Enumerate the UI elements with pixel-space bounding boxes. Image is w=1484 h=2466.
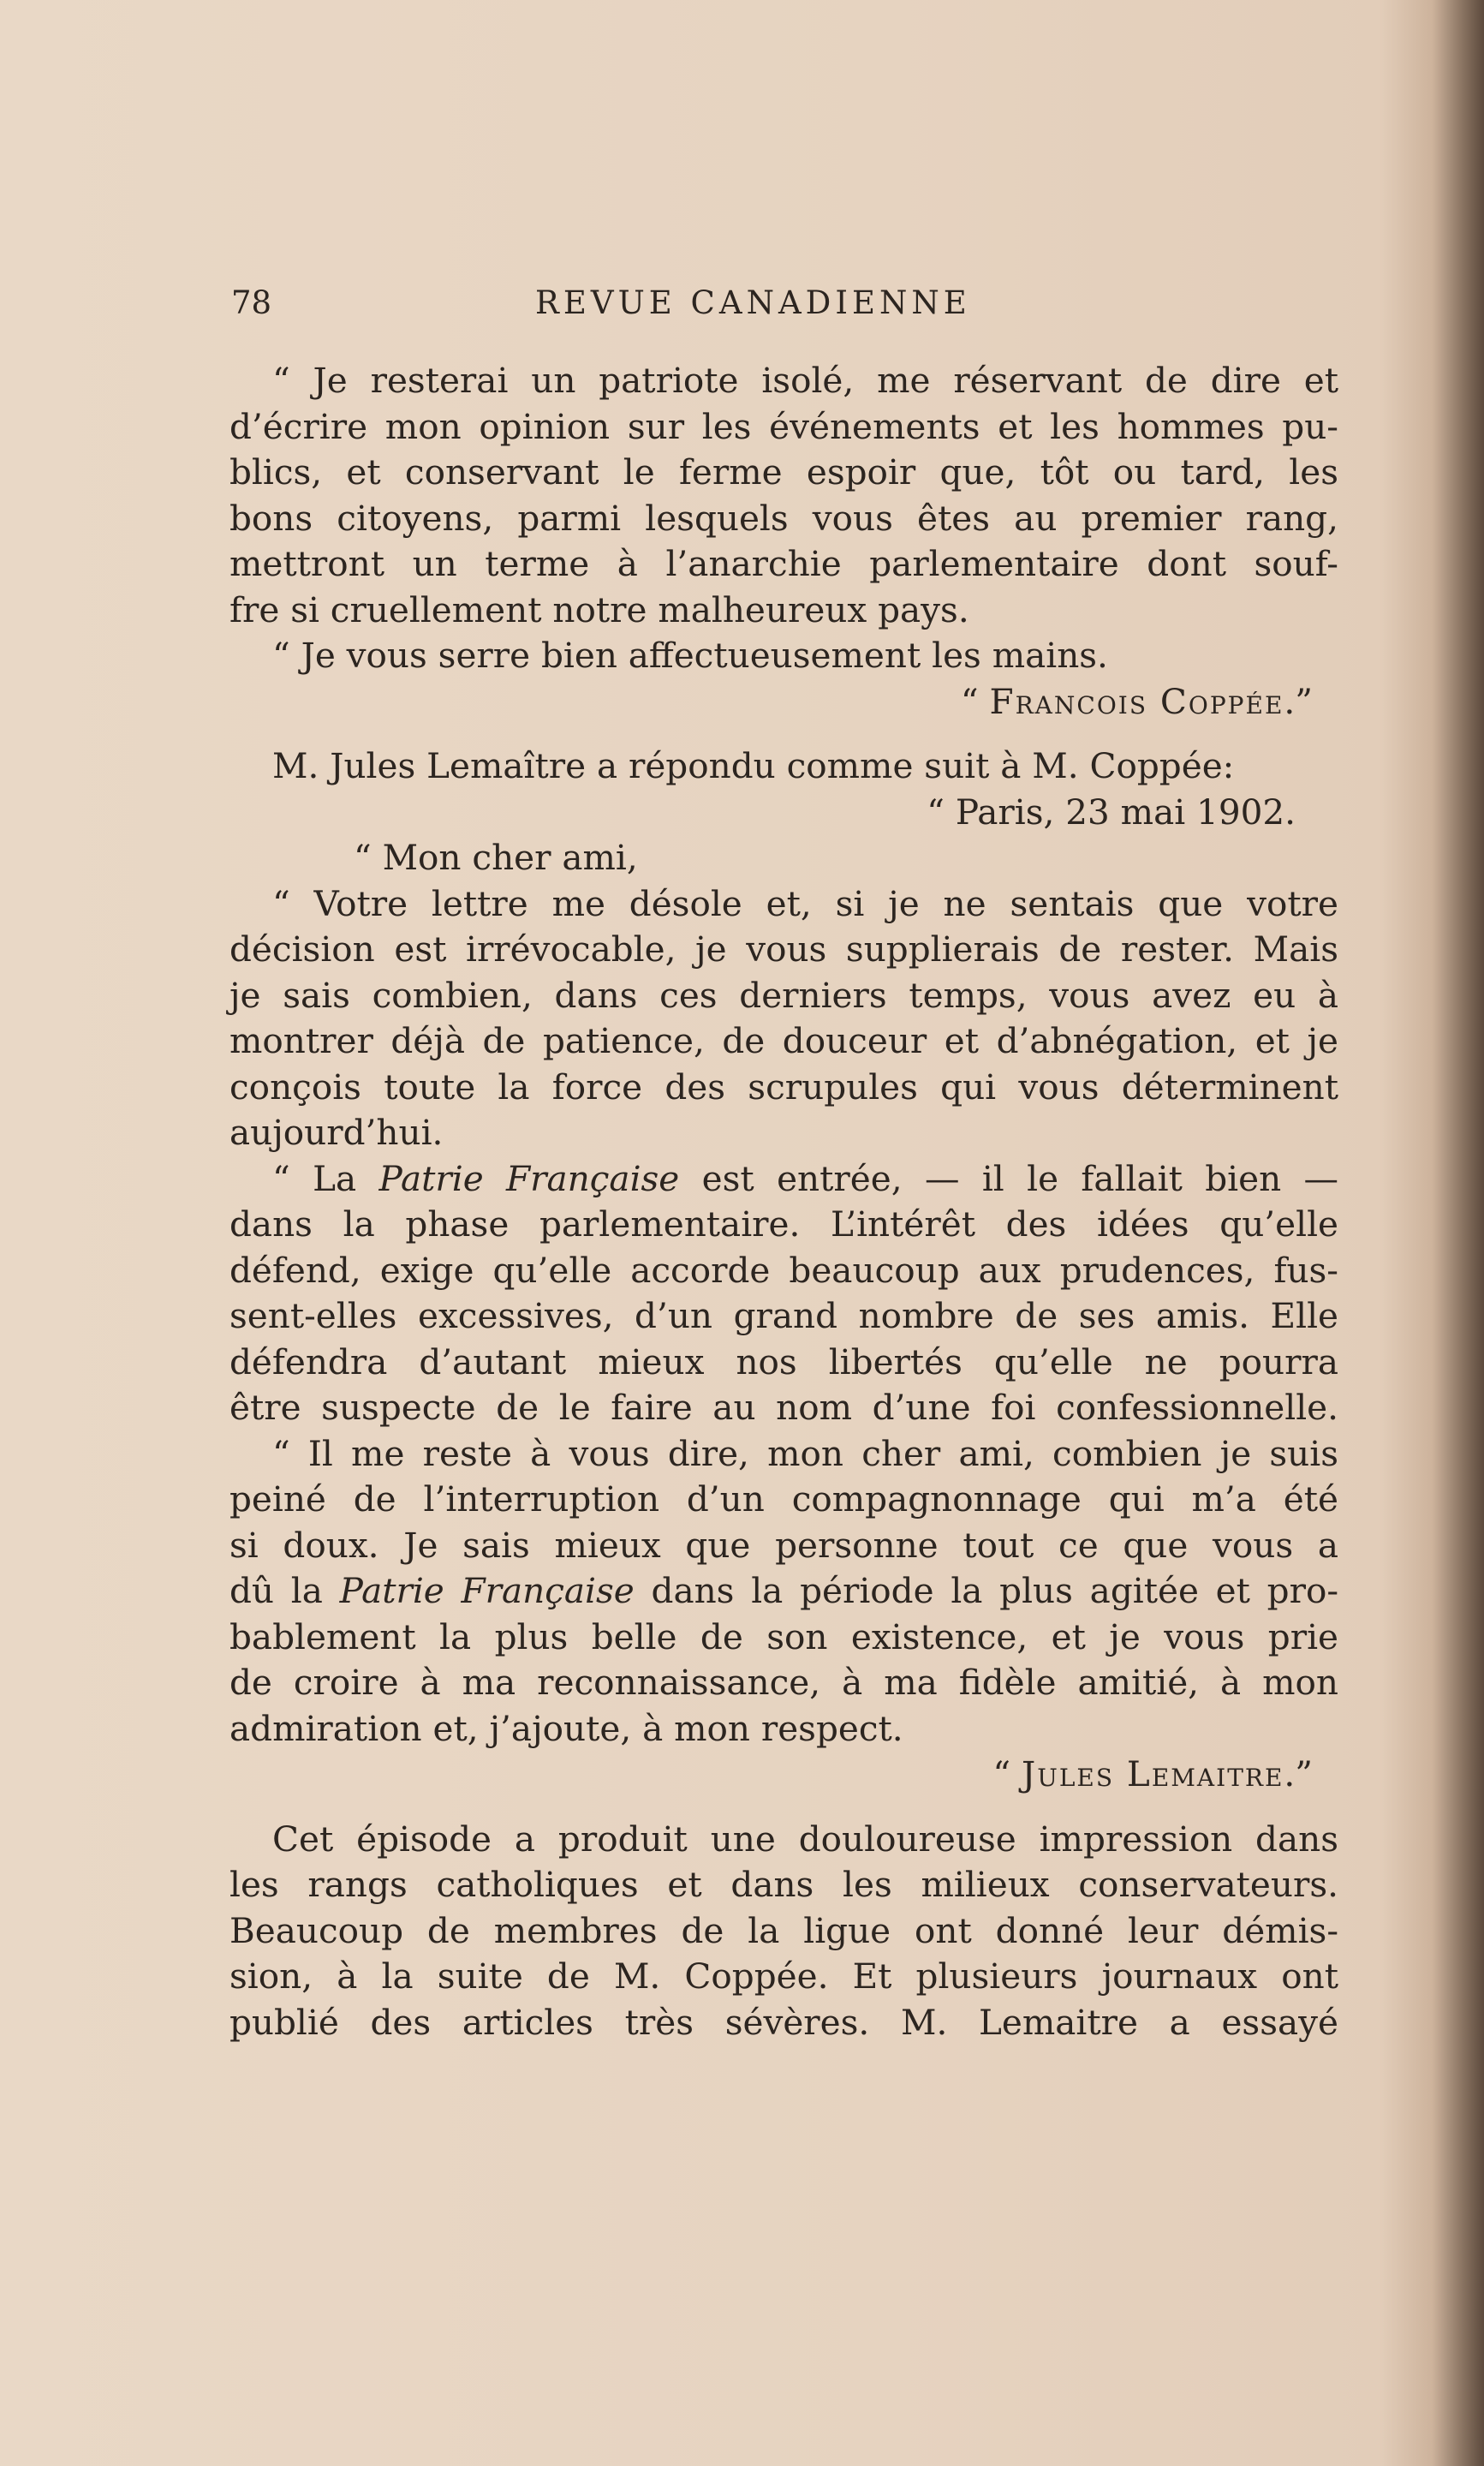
page-number: 78 (231, 284, 272, 321)
text-line: les rangs catholiques et dans les milieux conservateurs. (229, 1864, 1338, 1905)
text-line: peiné de l’interruption d’un compagnonnage qui m’a été (229, 1478, 1338, 1520)
text-segment: “ La (272, 1157, 357, 1199)
text-segment: est entrée, — il le fallait bien — (701, 1157, 1339, 1199)
signature-lemaitre (229, 1752, 1338, 1798)
text-line: blics, et conservant le ferme espoir que, tôt ou tard, les (229, 451, 1338, 493)
text-line: si doux. Je sais mieux que personne tout ce que vous a (229, 1524, 1338, 1566)
text-line: je sais combien, dans ces derniers temps, vous avez eu à (229, 974, 1338, 1016)
text-line: “ Il me reste à vous dire, mon cher ami, combien je suis (272, 1432, 1338, 1474)
letter-salutation: “ Mon cher ami, (354, 837, 638, 878)
text-line: M. Jules Lemaître a répondu comme suit à M. Coppée: (272, 745, 1235, 786)
signature-quote: “ (960, 680, 979, 722)
running-title: REVUE CANADIENNE (535, 284, 971, 321)
text-line: sion, à la suite de M. Coppée. Et plusieurs journaux ont (229, 1955, 1338, 1997)
text-line: “ Votre lettre me désole et, si je ne sentais que votre (272, 882, 1338, 924)
text-line: d’écrire mon opinion sur les événements et les hommes pu- (229, 405, 1338, 447)
text-segment: dans la période la plus agitée et pro- (651, 1570, 1339, 1611)
journal-name: Patrie Française (339, 1570, 635, 1611)
text-line: “ Je vous serre bien affectueusement les mains. (272, 635, 1108, 676)
text-line: décision est irrévocable, je vous supplierais de rester. Mais (229, 928, 1338, 970)
text-line: dans la phase parlementaire. L’intérêt des idées qu’elle (229, 1203, 1338, 1245)
text-line: publié des articles très sévères. M. Lemaitre a essayé (229, 2001, 1338, 2043)
letter-date: “ Paris, 23 mai 1902. (927, 791, 1296, 833)
text-line: sent-elles excessives, d’un grand nombre de ses amis. Elle (229, 1295, 1338, 1336)
signature-quote: “ (992, 1753, 1011, 1794)
text-line (229, 1156, 1338, 1203)
text-line: montrer déjà de patience, de douceur et d’abnégation, et je (229, 1020, 1338, 1061)
text-line: Beaucoup de membres de la ligue ont donné leur démis- (229, 1909, 1338, 1951)
text-segment: dû la (229, 1570, 323, 1611)
text-line: mettront un terme à l’anarchie parlementaire dont souf- (229, 543, 1338, 584)
signature-close: .” (1284, 680, 1313, 722)
text-line: Cet épisode a produit une douloureuse impression dans (272, 1818, 1338, 1860)
text-line: bablement la plus belle de son existence, et je vous prie (229, 1615, 1338, 1657)
body-text (229, 358, 1338, 2045)
page-header (231, 284, 1353, 336)
text-line: aujourd’hui. (229, 1112, 444, 1153)
text-line: être suspecte de le faire au nom d’une foi confessionnelle. (229, 1387, 1338, 1428)
text-line: fre si cruellement notre malheureux pays. (229, 588, 969, 630)
text-line: de croire à ma reconnaissance, à ma fidèle amitié, à mon (229, 1662, 1338, 1703)
text-line: bons citoyens, parmi lesquels vous êtes au premier rang, (229, 497, 1338, 539)
text-line (229, 1568, 1338, 1615)
text-line: conçois toute la force des scrupules qui vous déterminent (229, 1066, 1338, 1108)
text-line: “ Je resterai un patriote isolé, me réservant de dire et (272, 360, 1338, 401)
signature-close: .” (1284, 1753, 1313, 1794)
signature-name: Jules Lemaitre (1022, 1753, 1284, 1794)
journal-name: Patrie Française (378, 1157, 680, 1199)
signature-coppee (229, 679, 1338, 725)
text-line: défendra d’autant mieux nos libertés qu’elle ne pourra (229, 1340, 1338, 1382)
text-line: défend, exige qu’elle accorde beaucoup aux prudences, fus- (229, 1249, 1338, 1291)
signature-name: Francois Coppée (989, 680, 1284, 722)
text-line: admiration et, j’ajoute, à mon respect. (229, 1707, 903, 1749)
